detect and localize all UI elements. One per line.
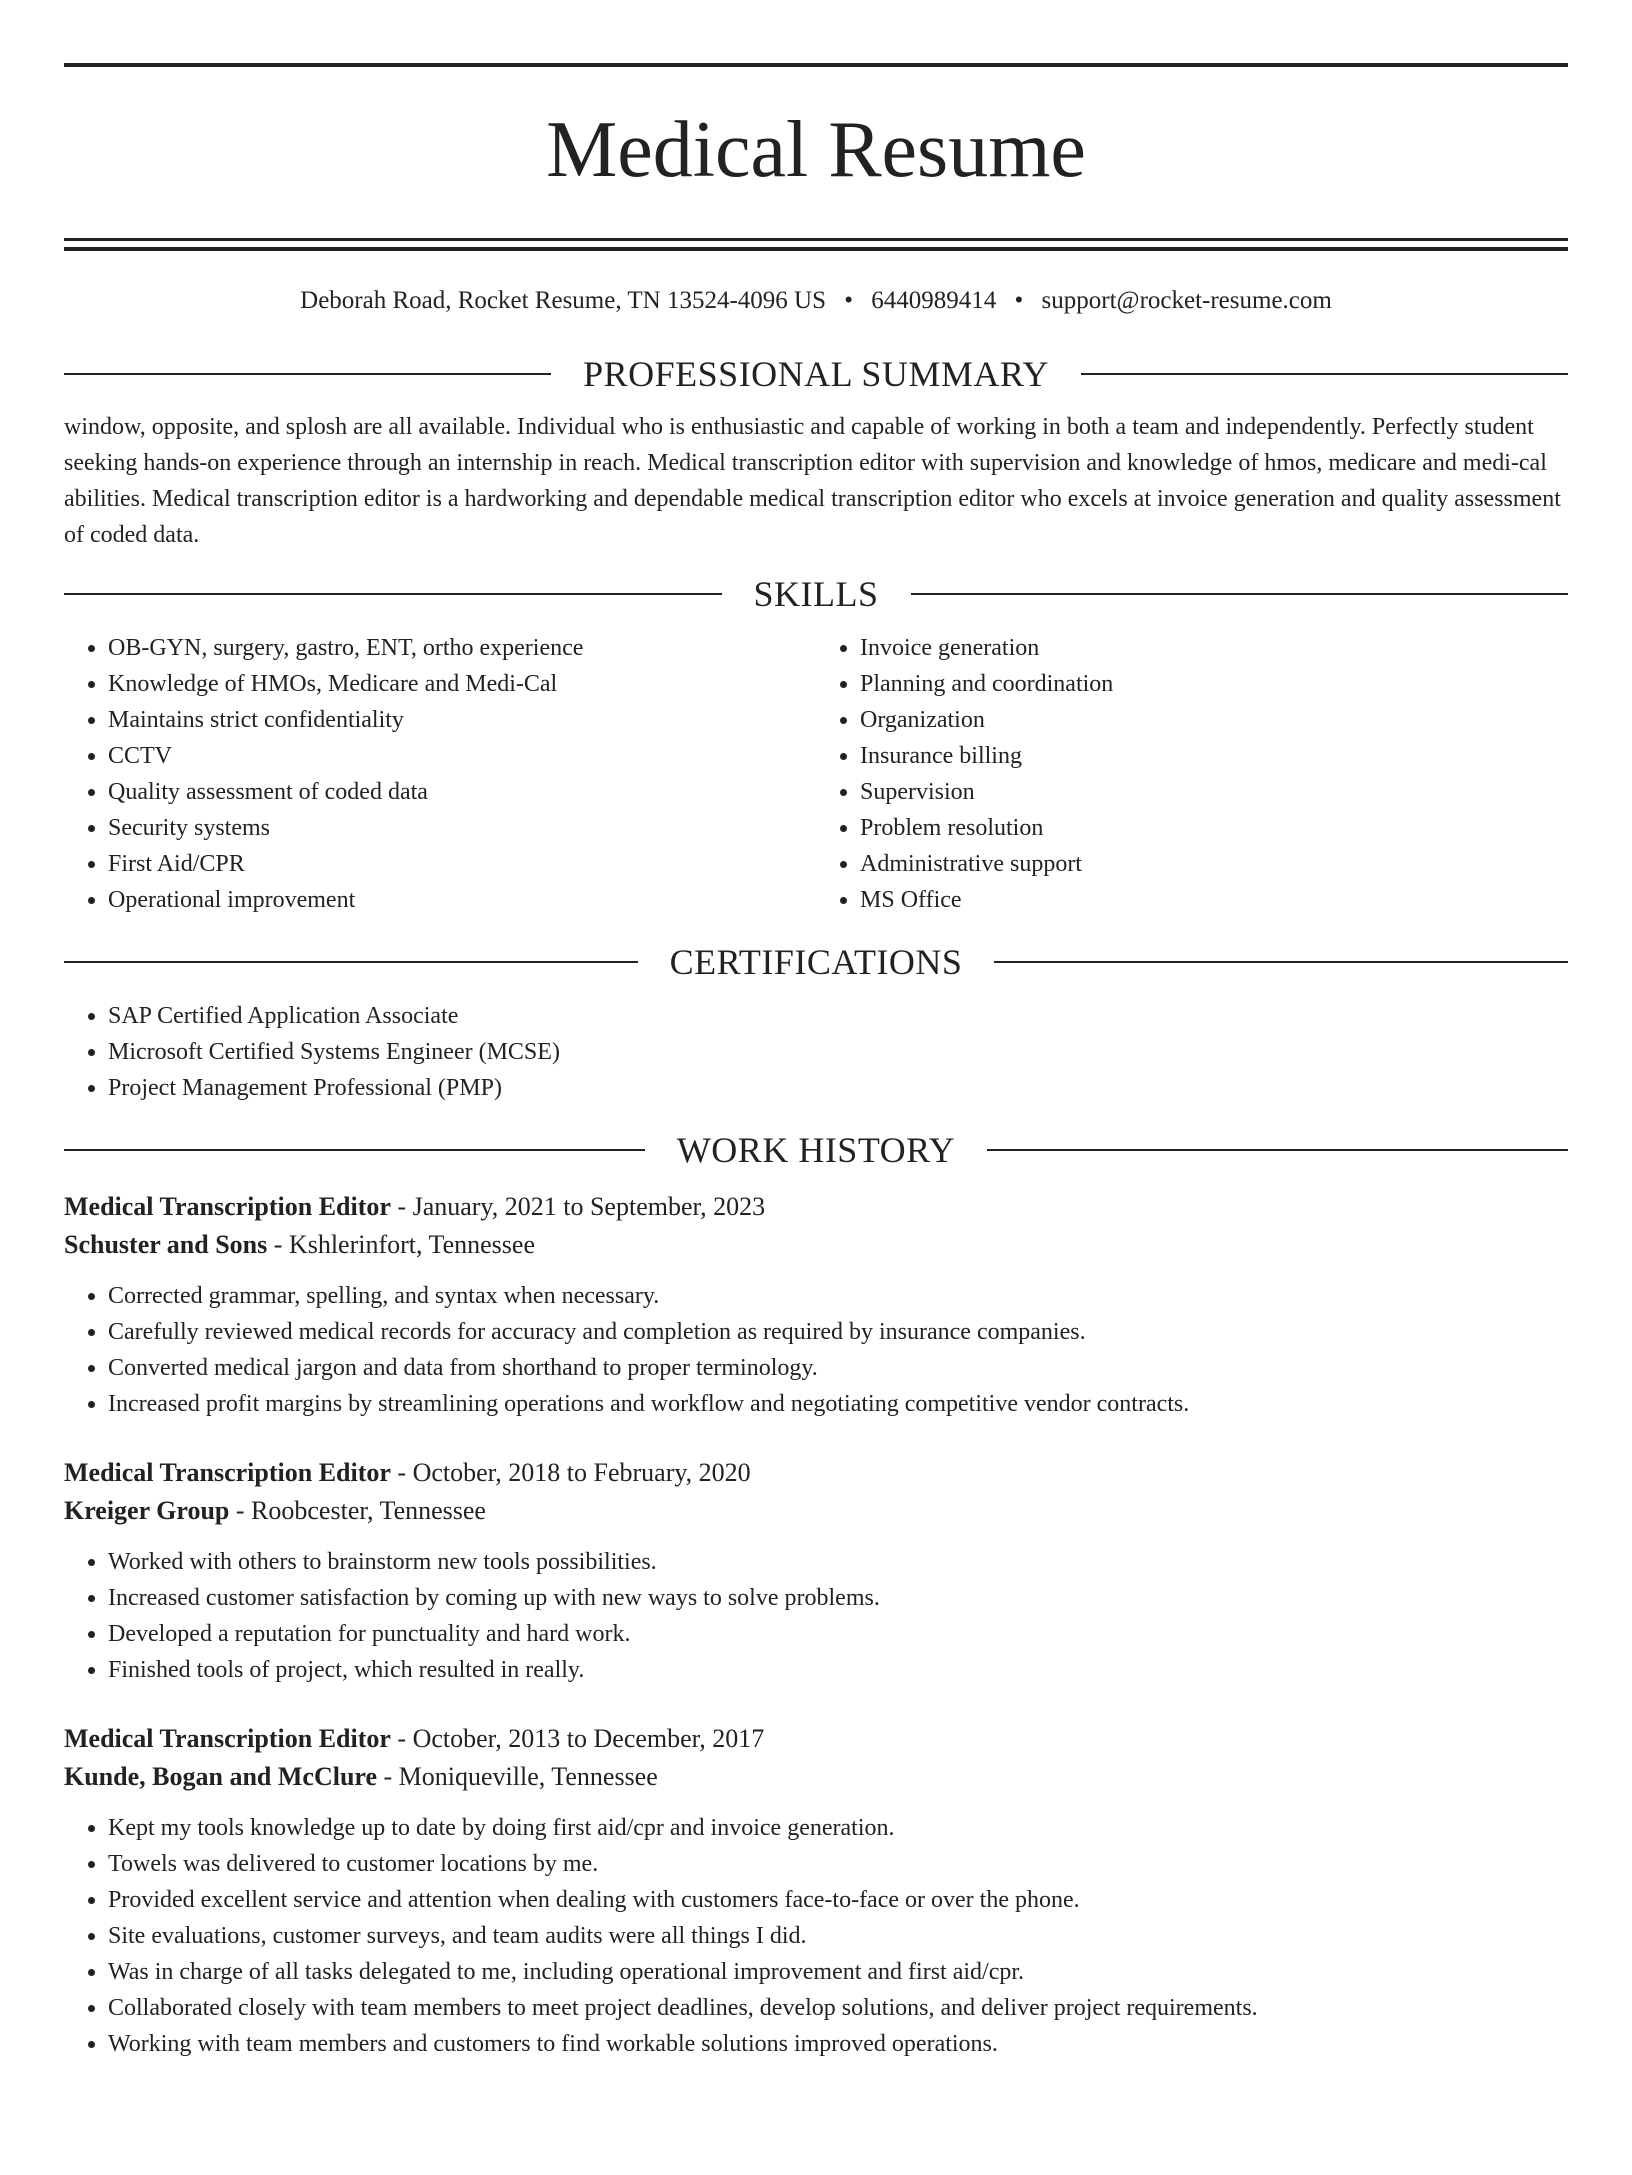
contact-separator: •	[1014, 287, 1024, 314]
job-title: Medical Transcription Editor	[64, 1192, 391, 1221]
skill-item: • Maintains strict confidentiality	[108, 702, 816, 738]
job-bullet: • Worked with others to brainstorm new tools possibilities.	[108, 1544, 1568, 1580]
job-bullet-list	[64, 1810, 1568, 2062]
skill-item: • CCTV	[108, 738, 816, 774]
job-company: Schuster and Sons	[64, 1230, 268, 1259]
section-heading-summary	[64, 352, 1568, 396]
job-title-line	[64, 1720, 1568, 1758]
skill-item: • Quality assessment of coded data	[108, 774, 816, 810]
skill-item: • OB-GYN, surgery, gastro, ENT, ortho experience	[108, 630, 816, 666]
certification-item: • Microsoft Certified Systems Engineer (MCSE)	[108, 1034, 1568, 1070]
job-entry	[64, 1188, 1568, 1422]
job-company-line	[64, 1492, 1568, 1530]
job-bullet: • Working with team members and customers to find workable solutions improved operations.	[108, 2026, 1568, 2062]
heading-rule	[994, 961, 1568, 963]
top-rule	[64, 63, 1568, 67]
section-title: CERTIFICATIONS	[669, 942, 963, 982]
heading-rule	[64, 593, 722, 595]
skill-item: • Security systems	[108, 810, 816, 846]
skills-list-right	[816, 630, 1568, 918]
certifications-list	[64, 998, 1568, 1106]
job-dates: - October, 2013 to December, 2017	[390, 1724, 765, 1753]
job-title-line	[64, 1188, 1568, 1226]
contact-email: support@rocket-resume.com	[1041, 287, 1332, 314]
job-title-line	[64, 1454, 1568, 1492]
skills-columns	[64, 630, 1568, 918]
job-bullet: • Converted medical jargon and data from shorthand to proper terminology.	[108, 1350, 1568, 1386]
job-bullet: • Was in charge of all tasks delegated to me, including operational improvement and first aid/cpr.	[108, 1954, 1568, 1990]
job-bullet: • Carefully reviewed medical records for accuracy and completion as required by insurance companies.	[108, 1314, 1568, 1350]
contact-phone: 6440989414	[871, 287, 997, 314]
job-location: - Roobcester, Tennessee	[229, 1496, 486, 1525]
heading-rule	[1081, 373, 1568, 375]
skill-item: • Knowledge of HMOs, Medicare and Medi-Cal	[108, 666, 816, 702]
job-entry	[64, 1454, 1568, 1688]
heading-rule	[64, 373, 551, 375]
job-bullet-list	[64, 1278, 1568, 1422]
job-title: Medical Transcription Editor	[64, 1458, 391, 1487]
skill-item: • Insurance billing	[860, 738, 1568, 774]
job-company: Kunde, Bogan and McClure	[64, 1762, 378, 1791]
certification-item: • Project Management Professional (PMP)	[108, 1070, 1568, 1106]
skill-item: • Administrative support	[860, 846, 1568, 882]
skill-item: • Organization	[860, 702, 1568, 738]
heading-rule	[987, 1149, 1568, 1151]
resume-page	[0, 63, 1632, 2175]
job-location: - Kshlerinfort, Tennessee	[267, 1230, 535, 1259]
heading-rule	[64, 961, 638, 963]
job-location: - Moniqueville, Tennessee	[377, 1762, 658, 1791]
job-dates: - January, 2021 to September, 2023	[390, 1192, 766, 1221]
job-bullet: • Provided excellent service and attention when dealing with customers face-to-face or over the phone.	[108, 1882, 1568, 1918]
section-title: PROFESSIONAL SUMMARY	[583, 354, 1049, 394]
job-dates: - October, 2018 to February, 2020	[390, 1458, 751, 1487]
job-company-line	[64, 1758, 1568, 1796]
heading-rule	[64, 1149, 645, 1151]
job-title: Medical Transcription Editor	[64, 1724, 391, 1753]
section-title: WORK HISTORY	[676, 1130, 956, 1170]
section-title: SKILLS	[753, 574, 879, 614]
job-bullet: • Finished tools of project, which resulted in really.	[108, 1652, 1568, 1688]
job-entry	[64, 1720, 1568, 2062]
section-heading-certifications	[64, 940, 1568, 984]
job-bullet: • Towels was delivered to customer locations by me.	[108, 1846, 1568, 1882]
skill-item: • First Aid/CPR	[108, 846, 816, 882]
job-bullet-list	[64, 1544, 1568, 1688]
skill-item: • Operational improvement	[108, 882, 816, 918]
resume-title: Medical Resume	[546, 106, 1086, 194]
skill-item: • Problem resolution	[860, 810, 1568, 846]
job-company: Kreiger Group	[64, 1496, 230, 1525]
contact-address: Deborah Road, Rocket Resume, TN 13524-4096 US	[300, 287, 827, 314]
job-company-line	[64, 1226, 1568, 1264]
summary-text: window, opposite, and splosh are all available. Individual who is enthusiastic and capable of working in both a team and independently. Perfectly student seeking hands-on experience through an internship in reach. Medical transcription editor with supervision and knowledge of hmos, medicare and medi-cal abilities. Medical transcription editor is a hardworking and dependable medical transcription editor who excels at invoice generation and quality assessment of coded data.	[64, 414, 1561, 548]
job-bullet: • Corrected grammar, spelling, and syntax when necessary.	[108, 1278, 1568, 1314]
job-bullet: • Increased customer satisfaction by coming up with new ways to solve problems.	[108, 1580, 1568, 1616]
certification-item: • SAP Certified Application Associate	[108, 998, 1568, 1034]
section-heading-work-history	[64, 1128, 1568, 1172]
job-bullet: • Increased profit margins by streamlining operations and workflow and negotiating competitive vendor contracts.	[108, 1386, 1568, 1422]
job-bullet: • Kept my tools knowledge up to date by doing first aid/cpr and invoice generation.	[108, 1810, 1568, 1846]
title-double-rule	[64, 238, 1568, 251]
section-heading-skills	[64, 572, 1568, 616]
job-bullet: • Site evaluations, customer surveys, and team audits were all things I did.	[108, 1918, 1568, 1954]
skill-item: • Supervision	[860, 774, 1568, 810]
skill-item: • Invoice generation	[860, 630, 1568, 666]
heading-rule	[911, 593, 1569, 595]
job-bullet: • Collaborated closely with team members to meet project deadlines, develop solutions, and deliver project requirements.	[108, 1990, 1568, 2026]
skill-item: • MS Office	[860, 882, 1568, 918]
contact-separator: •	[844, 287, 854, 314]
skills-list-left	[64, 630, 816, 918]
contact-line	[64, 284, 1568, 318]
job-bullet: • Developed a reputation for punctuality and hard work.	[108, 1616, 1568, 1652]
skill-item: • Planning and coordination	[860, 666, 1568, 702]
